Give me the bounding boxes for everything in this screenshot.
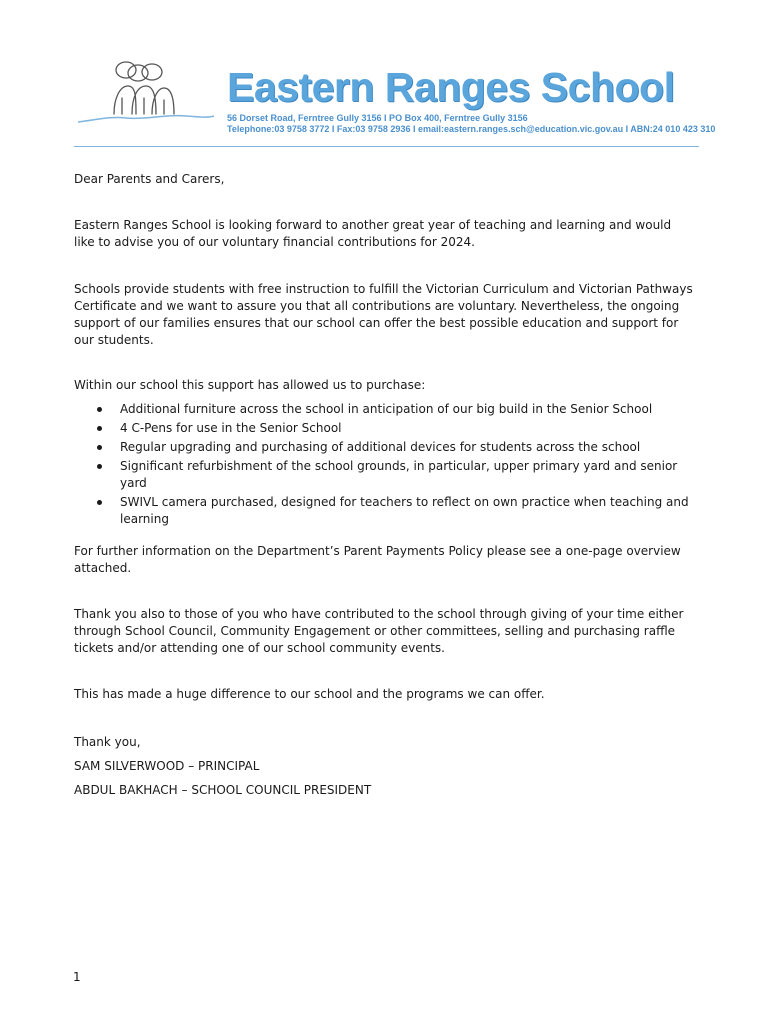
sign-off: Thank you, <box>74 735 141 749</box>
intro-paragraph: Eastern Ranges School is looking forward to another great year of teaching and learning and would like to advise you of our voluntary financial contributions for 2024. <box>74 218 672 249</box>
list-item-text: SWIVL camera purchased, designed for teachers to reflect on own practice when teaching and learning <box>120 495 689 526</box>
list-item-text: Significant refurbishment of the school grounds, in particular, upper primary yard and senior yard <box>120 459 678 490</box>
list-item <box>96 458 696 492</box>
signatory-principal: SAM SILVERWOOD – PRINCIPAL <box>74 759 260 773</box>
bullet-icon <box>97 464 102 469</box>
further-info-paragraph: For further information on the Department’s Parent Payments Policy please see a one-page overview attached. <box>74 544 681 575</box>
header-divider <box>74 146 699 147</box>
list-item <box>96 439 696 456</box>
bullet-icon <box>97 426 102 431</box>
bullet-icon <box>97 500 102 505</box>
list-item <box>96 401 696 418</box>
list-item <box>96 494 696 528</box>
bullet-icon <box>97 445 102 450</box>
purchases-list <box>96 401 696 530</box>
thanks-paragraph: Thank you also to those of you who have contributed to the school through giving of your time either through School Council, Community Engagement or other committees, selling and purchasing raffle tickets and/or attending one of our school community events. <box>74 607 684 655</box>
school-address: 56 Dorset Road, Ferntree Gully 3156 I PO Box 400, Ferntree Gully 3156 <box>227 113 528 123</box>
list-item-text: Additional furniture across the school in anticipation of our big build in the Senior School <box>120 402 653 416</box>
school-logo <box>76 58 216 130</box>
letterhead <box>0 0 770 150</box>
difference-paragraph: This has made a huge difference to our school and the programs we can offer. <box>74 687 545 701</box>
signatory-council-president: ABDUL BAKHACH – SCHOOL COUNCIL PRESIDENT <box>74 783 372 797</box>
page-number: 1 <box>73 970 81 984</box>
purchases-lead: Within our school this support has allowed us to purchase: <box>74 378 426 392</box>
list-item-text: Regular upgrading and purchasing of additional devices for students across the school <box>120 440 641 454</box>
greeting: Dear Parents and Carers, <box>74 172 225 186</box>
school-name: Eastern Ranges School <box>227 64 675 110</box>
list-item <box>96 420 696 437</box>
bullet-icon <box>97 407 102 412</box>
school-contact: Telephone:03 9758 3772 I Fax:03 9758 2936 I email:eastern.ranges.sch@education.vic.gov.au I ABN:24 010 423 310 <box>227 124 716 134</box>
list-item-text: 4 C-Pens for use in the Senior School <box>120 421 342 435</box>
contributions-paragraph: Schools provide students with free instruction to fulfill the Victorian Curriculum and Victorian Pathways Certificate and we want to assure you that all contributions are voluntary. Nevertheless, the ongoing support of our families ensures that our school can offer the best possible education and support for our students. <box>74 282 693 347</box>
